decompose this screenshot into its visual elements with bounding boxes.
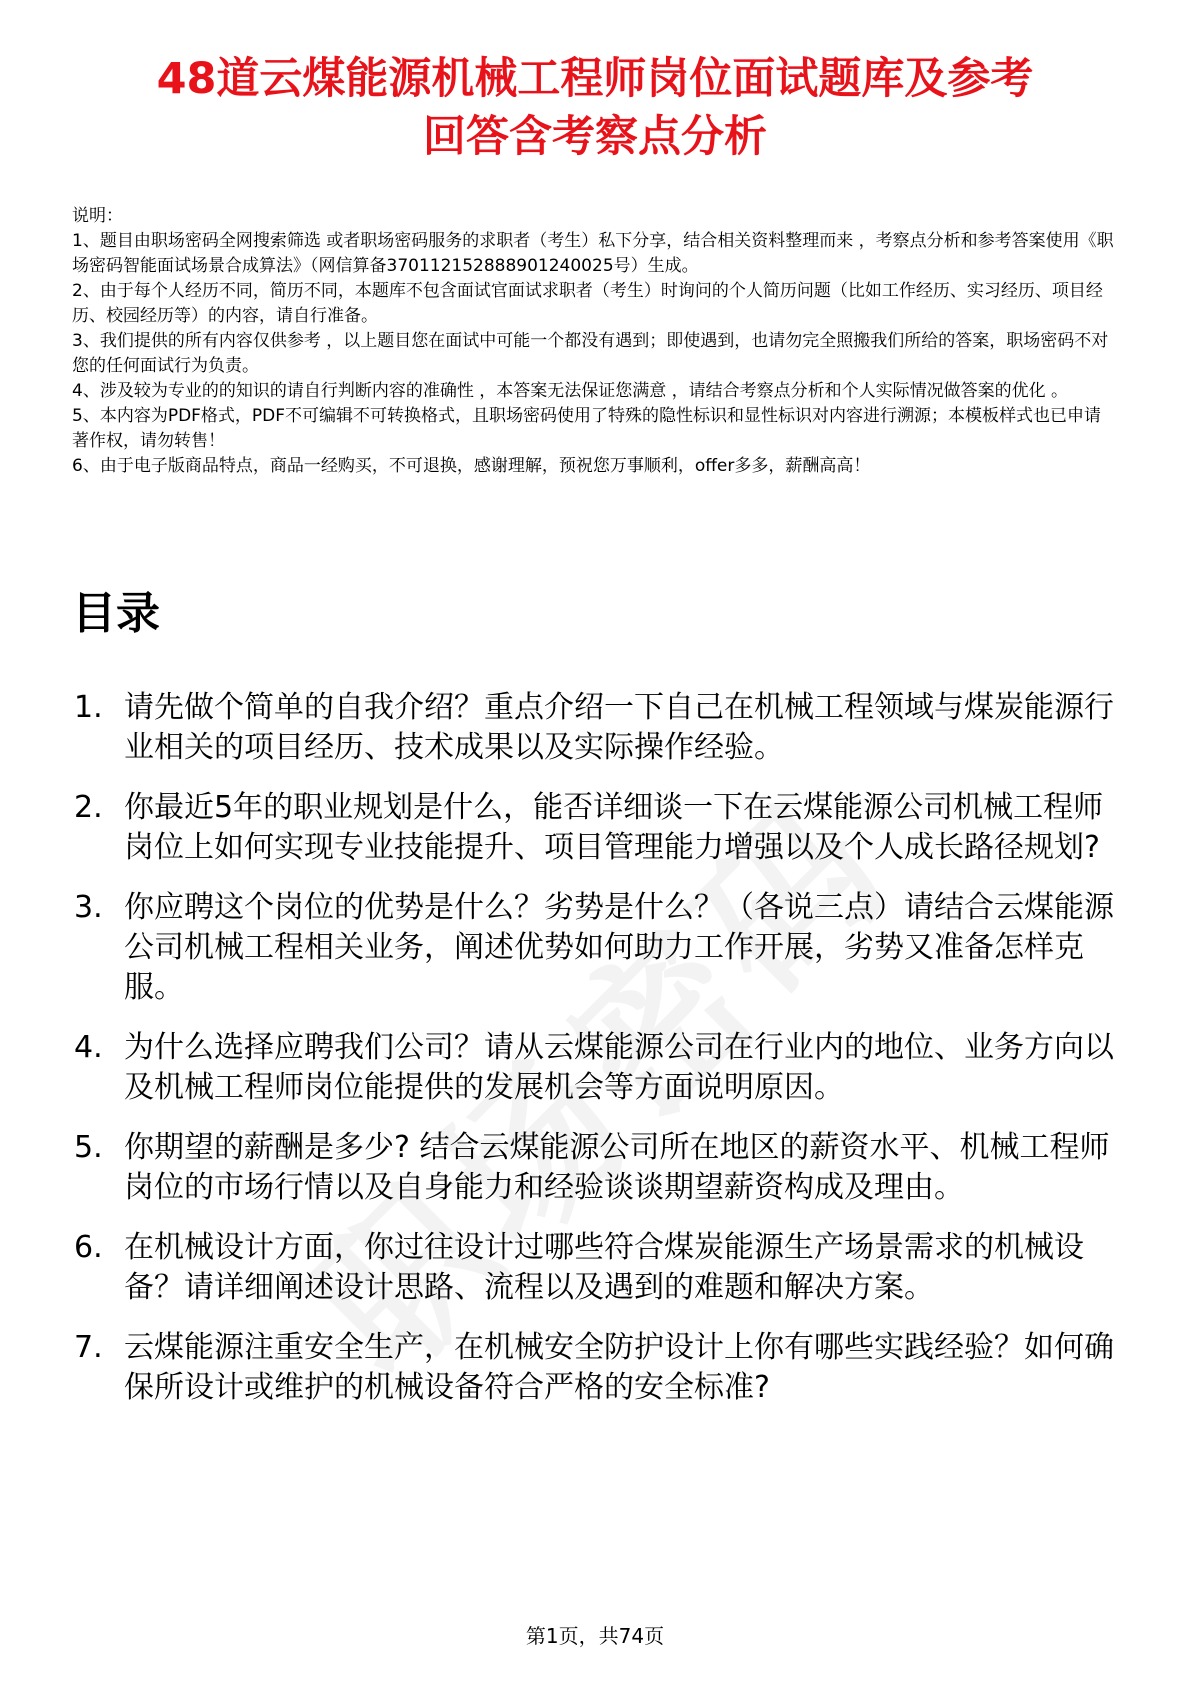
question-number: 4. [74, 1030, 103, 1065]
note-item: 4、涉及较为专业的的知识的请自行判断内容的准确性 ，本答案无法保证您满意 ，请结合考察点分析和个人实际情况做答案的优化 。 [72, 381, 1069, 401]
question-text: 你期望的薪酬是多少? 结合云煤能源公司所在地区的薪资水平、机械工程师岗位的市场行情以及自身能力和经验谈谈期望薪资构成及理由。 [124, 1130, 1110, 1205]
note-item: 3、我们提供的所有内容仅供参考 ，以上题目您在面试中可能一个都没有遇到；即使遇到，也请勿完全照搬我们所给的答案，职场密码不对您的任何面试行为负责。 [72, 331, 1109, 376]
notes-heading: 说明： [72, 206, 123, 226]
title-line-1: 48道云煤能源机械工程师岗位面试题库及参考 [156, 54, 1034, 104]
question-text: 你最近5年的职业规划是什么，能否详细谈一下在云煤能源公司机械工程师岗位上如何实现专业技能提升、项目管理能力增强以及个人成长路径规划? [124, 790, 1104, 865]
question-number: 3. [74, 890, 103, 925]
note-item: 6、由于电子版商品特点，商品一经购买，不可退换，感谢理解，预祝您万事顺利，offer多多，薪酬高高！ [72, 456, 871, 476]
title-line-2: 回答含考察点分析 [423, 112, 767, 162]
question-item[interactable] [72, 688, 1132, 768]
question-item[interactable] [72, 1128, 1132, 1208]
question-list [72, 688, 1132, 1428]
notes-section [72, 204, 1117, 479]
question-number: 5. [74, 1130, 103, 1165]
document-title [40, 50, 1150, 166]
question-text: 请先做个简单的自我介绍？重点介绍一下自己在机械工程领域与煤炭能源行业相关的项目经历、技术成果以及实际操作经验。 [124, 690, 1114, 765]
toc-heading: 目录 [72, 588, 160, 639]
note-item: 5、本内容为PDF格式，PDF不可编辑不可转换格式，且职场密码使用了特殊的隐性标识和显性标识对内容进行溯源；本模板样式也已申请著作权，请勿转售！ [72, 406, 1102, 451]
question-text: 为什么选择应聘我们公司？请从云煤能源公司在行业内的地位、业务方向以及机械工程师岗位能提供的发展机会等方面说明原因。 [124, 1030, 1114, 1105]
question-item[interactable] [72, 1328, 1132, 1408]
question-number: 1. [74, 690, 103, 725]
question-number: 6. [74, 1230, 103, 1265]
question-number: 7. [74, 1330, 103, 1365]
question-item[interactable] [72, 1228, 1132, 1308]
question-item[interactable] [72, 888, 1132, 1008]
question-text: 你应聘这个岗位的优势是什么？劣势是什么？（各说三点）请结合云煤能源公司机械工程相关业务，阐述优势如何助力工作开展，劣势又准备怎样克服。 [124, 890, 1114, 1005]
question-item[interactable] [72, 1028, 1132, 1108]
note-item: 1、题目由职场密码全网搜索筛选 或者职场密码服务的求职者（考生）私下分享，结合相关资料整理而来 ，考察点分析和参考答案使用《职场密码智能面试场景合成算法》（网信算备370112152888901240025号）生成。 [72, 231, 1114, 276]
question-text: 云煤能源注重安全生产，在机械安全防护设计上你有哪些实践经验？如何确保所设计或维护的机械设备符合严格的安全标准? [124, 1330, 1114, 1405]
note-item: 2、由于每个人经历不同，简历不同，本题库不包含面试官面试求职者（考生）时询问的个人简历问题（比如工作经历、实习经历、项目经历、校园经历等）的内容，请自行准备。 [72, 281, 1103, 326]
page-footer: 第1页，共74页 [525, 1624, 665, 1648]
question-item[interactable] [72, 788, 1132, 868]
question-text: 在机械设计方面，你过往设计过哪些符合煤炭能源生产场景需求的机械设备？请详细阐述设计思路、流程以及遇到的难题和解决方案。 [124, 1230, 1084, 1305]
question-number: 2. [74, 790, 103, 825]
